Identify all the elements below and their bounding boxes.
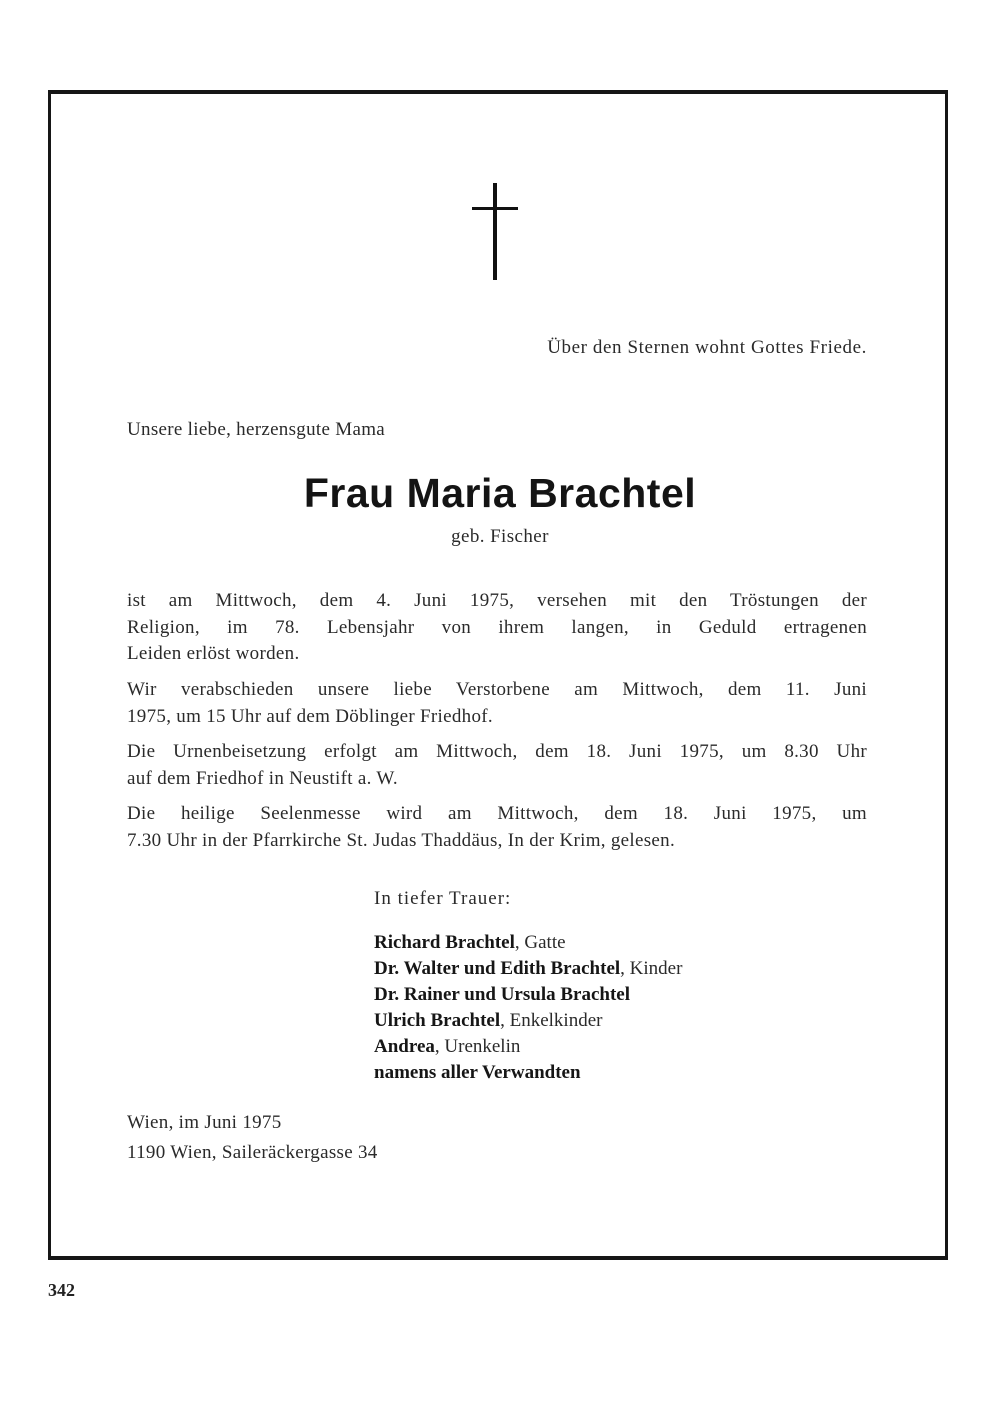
mourner-name: Andrea [374,1036,435,1057]
mourner-relation: , Kinder [620,958,683,979]
place-date: Wien, im Juni 1975 [127,1112,282,1133]
paragraph-line: auf dem Friedhof in Neustift a. W. [127,767,398,789]
mourner-name: Ulrich Brachtel [374,1010,501,1031]
mourner-name: Richard Brachtel [374,932,515,953]
mourner-row [374,930,682,956]
paragraph-urn-burial [127,739,867,792]
mourner-name: namens aller Verwandten [374,1062,581,1083]
mourner-name: Dr. Rainer und Ursula Brachtel [374,984,630,1005]
paragraph-line: Die Urnenbeisetzung erfolgt am Mittwoch, dem 18. Juni 1975, um 8.30 Uhr [127,741,867,762]
mourner-relation: , Enkelkinder [500,1010,603,1031]
paragraph-line: 1975, um 15 Uhr auf dem Döblinger Friedhof. [127,705,493,727]
mourner-relation: , Gatte [514,932,566,953]
paragraph-line: Leiden erlöst worden. [127,643,300,664]
mourner-row [374,1060,682,1086]
paragraph-line: ist am Mittwoch, dem 4. Juni 1975, versehen mit den Tröstungen der [127,590,867,611]
cross-icon [472,183,518,280]
mourner-relation: , Urenkelin [434,1036,521,1057]
paragraph-farewell [127,677,867,730]
paragraph-death-notice [127,588,867,668]
maiden-name: geb. Fischer [451,526,549,547]
paragraph-line: Die heilige Seelenmesse wird am Mittwoch, dem 18. Juni 1975, um [127,803,867,824]
paragraph-line: Religion, im 78. Lebensjahr von ihrem langen, in Geduld ertragenen [127,616,867,638]
mourner-name: Dr. Walter und Edith Brachtel [374,958,621,979]
paragraph-line: Wir verabschieden unsere liebe Verstorbene am Mittwoch, dem 11. Juni [127,679,867,700]
motto: Über den Sternen wohnt Gottes Friede. [547,337,867,358]
paragraph-line: 7.30 Uhr in der Pfarrkirche St. Judas Thaddäus, In der Krim, gelesen. [127,829,675,851]
deceased-name: Frau Maria Brachtel [303,470,697,516]
mourner-row [374,982,682,1008]
mourner-row [374,956,682,982]
address: 1190 Wien, Saileräckergasse 34 [127,1142,378,1163]
intro-line: Unsere liebe, herzensgute Mama [127,419,386,440]
page-number: 342 [48,1280,75,1300]
mourning-heading: In tiefer Trauer: [374,888,512,909]
mourner-row [374,1008,682,1034]
mourners-list [374,930,682,1086]
paragraph-requiem-mass [127,801,867,854]
mourner-row [374,1034,682,1060]
